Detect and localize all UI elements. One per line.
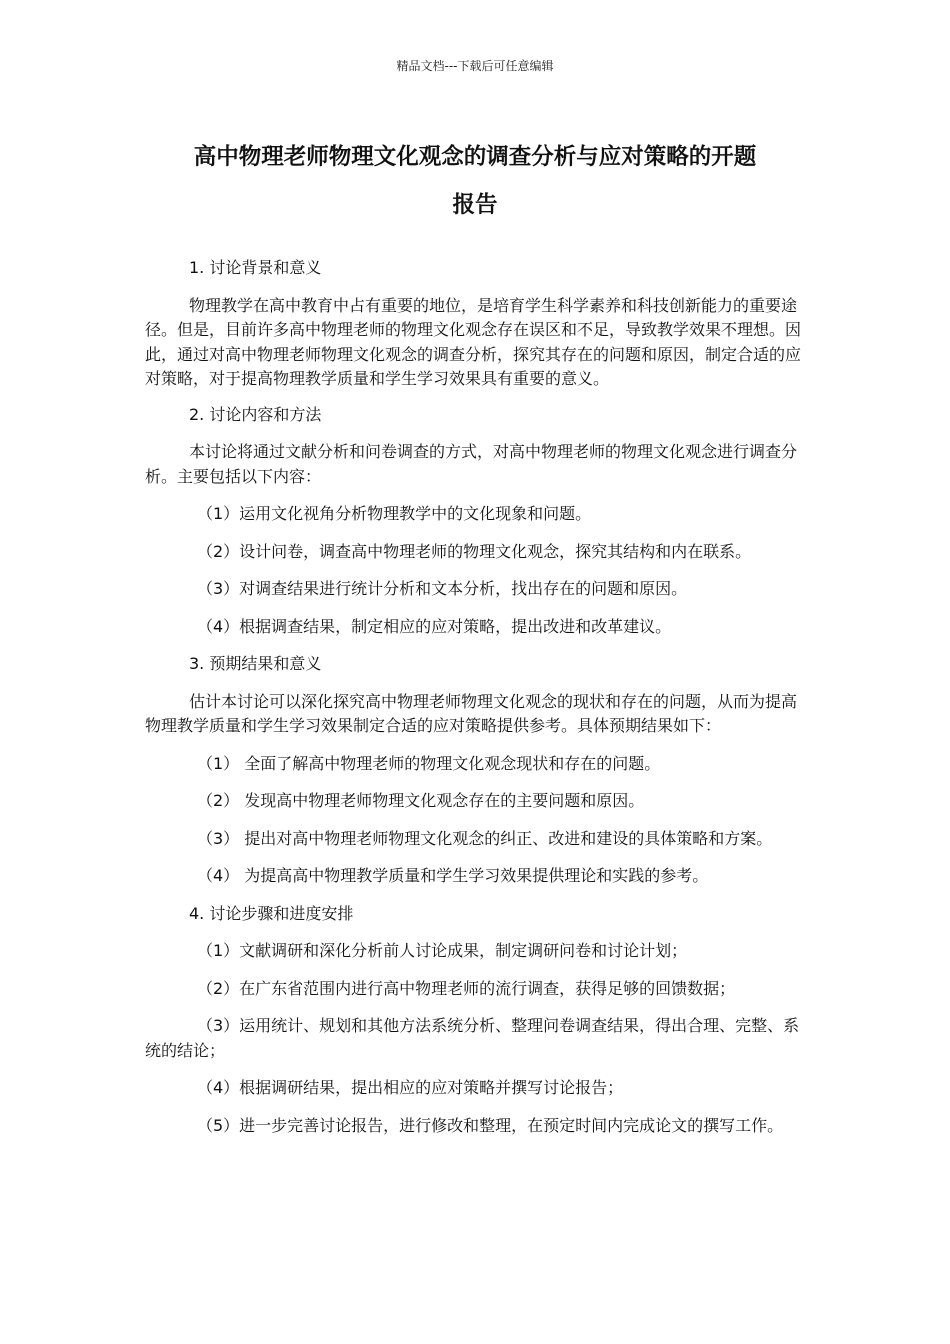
section-2-paragraph: 本讨论将通过文献分析和问卷调查的方式，对高中物理老师的物理文化观念进行调查分析。主要包括以下内容：	[145, 442, 798, 486]
section-4-item: （1）文献调研和深化分析前人讨论成果，制定调研问卷和讨论计划；	[197, 941, 688, 960]
section-3-item: （2） 发现高中物理老师物理文化观念存在的主要问题和原因。	[197, 791, 645, 810]
section-4-item: （2）在广东省范围内进行高中物理老师的流行调查，获得足够的回馈数据；	[197, 978, 736, 998]
document-title	[145, 133, 805, 229]
section-4-item: （3）运用统计、规划和其他方法系统分析、整理问卷调查结果，得出合理、完整、系统的结论；	[145, 1016, 800, 1060]
section-3-item: （1） 全面了解高中物理老师的物理文化观念现状和存在的问题。	[197, 753, 661, 773]
section-2-item: （4）根据调查结果，制定相应的应对策略，提出改进和改革建议。	[197, 616, 672, 636]
section-3-item: （3） 提出对高中物理老师物理文化观念的纠正、改进和建设的具体策略和方案。	[197, 828, 773, 848]
section-4-item: （5）进一步完善讨论报告，进行修改和整理，在预定时间内完成论文的撰写工作。	[197, 1115, 784, 1135]
document-body	[145, 256, 805, 1151]
section-4-item: （4）根据调研结果，提出相应的应对策略并撰写讨论报告；	[197, 1078, 624, 1097]
section-2-item: （2）设计问卷，调查高中物理老师的物理文化观念，探究其结构和内在联系。	[197, 541, 752, 561]
section-1-paragraph: 物理教学在高中教育中占有重要的地位，是培育学生科学素养和科技创新能力的重要途径。但是，目前许多高中物理老师的物理文化观念存在误区和不足，导致教学效果不理想。因此，通过对高中物理老师物理文化观念的调查分析，探究其存在的问题和原因，制定合适的应对策略，对于提高物理教学质量和学生学习效果具有重要的意义。	[145, 295, 802, 388]
section-3-heading: 3. 预期结果和意义	[189, 654, 322, 673]
title-line-2: 报告	[452, 192, 498, 218]
title-line-1: 高中物理老师物理文化观念的调查分析与应对策略的开题	[193, 144, 757, 170]
section-4-heading: 4. 讨论步骤和进度安排	[189, 903, 354, 923]
section-3-paragraph: 估计本讨论可以深化探究高中物理老师物理文化观念的现状和存在的问题，从而为提高物理教学质量和学生学习效果制定合适的应对策略提供参考。具体预期结果如下：	[145, 691, 798, 735]
section-2-heading: 2. 讨论内容和方法	[189, 404, 322, 424]
section-2-item: （1）运用文化视角分析物理教学中的文化现象和问题。	[197, 504, 592, 523]
section-2-item: （3）对调查结果进行统计分析和文本分析，找出存在的问题和原因。	[197, 579, 688, 598]
section-3-item: （4） 为提高高中物理教学质量和学生学习效果提供理论和实践的参考。	[197, 866, 709, 885]
header-watermark: 精品文档---下载后可任意编辑	[396, 59, 554, 73]
section-1-heading: 1. 讨论背景和意义	[189, 258, 322, 277]
